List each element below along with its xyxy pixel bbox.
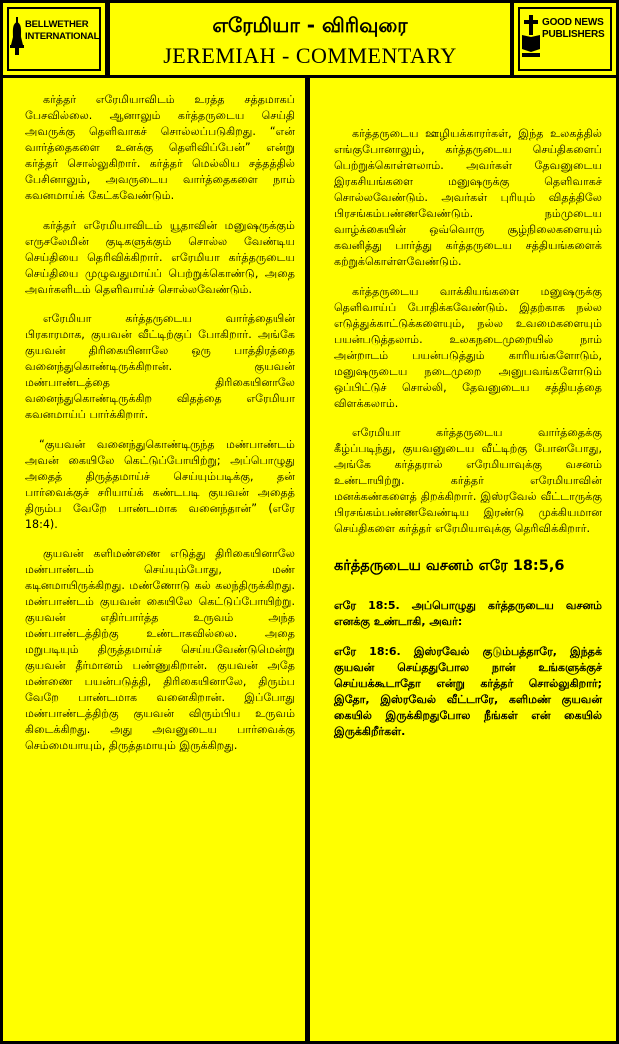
scripture-heading: கர்த்தருடைய வசனம் எரே 18:5,6: [334, 558, 565, 574]
bell-icon: [10, 17, 24, 55]
logo-line1: BELLWETHER: [25, 19, 89, 30]
verse-6: எரே 18:6. இஸ்ரவேல் குடும்பத்தாரே, இந்தக் குயவன் செய்ததுபோல நான் உங்களுக்குச் செய்யக்கூடாதோ என்று கர்த்தர் சொல்லுகிறார்; இதோ, இஸ்ரவேல் வீட்டாரே, களிமண் குயவன் கையில் இருக்கிறதுபோல நீங்கள் என் கையில் இருக்கிறீர்கள்.: [334, 644, 602, 738]
title-english: JEREMIAH - COMMENTARY: [163, 43, 457, 68]
paragraph: கர்த்தர் எரேமியாவிடம் உரத்த சத்தமாகப் பேசவில்லை. ஆனாலும் கர்த்தருடைய செய்தி அவருக்கு தெளிவாகச் சொல்லப்படுகிறது. “என் வார்த்தைகளை உனக்கு தெளிவிப்பேன்” என்று கர்த்தர் சொல்லுகிறார். கர்த்தர் மெல்லிய சத்தத்தில் பேசினாலும், அவருடைய வார்த்தைகளை நாம் கவனமாய்க் கேட்கவேண்டும்.: [25, 93, 295, 202]
paragraph: கர்த்தர் எரேமியாவிடம் யூதாவின் மனுஷருக்கும் எருசலேமின் குடிகளுக்கும் சொல்ல வேண்டிய செய்தியை தெரிவிக்கிறார். எரேமியா கர்த்தருடைய செய்தியை முழுவதுமாய்ப் பெற்றுக்கொண்டு, அதை அவர்களிடம் தெளிவாய்ச் சொல்லவேண்டும்.: [25, 218, 295, 296]
title-tamil: எரேமியா - விரிவுரை: [212, 13, 408, 37]
book-cross-icon: [521, 15, 541, 59]
bellwether-logo-text: [25, 19, 99, 43]
paragraph: கர்த்தருடைய வாக்கியங்களை மனுஷருக்கு தெளிவாய்ப் போதிக்கவேண்டும். இதற்காக நல்ல எடுத்துக்காட்டுக்களையும், நல்ல உவமைகளையும் பயன்படுத்தலாம். உலகநடைமுறையில் நாம் அன்றாடம் பயன்படுத்தும் காரியங்களோடும், மனுஷருடைய நடைமுறை அனுபவங்களோடும் ஒப்பிட்டுச் சொல்லி, தேவனுடைய சத்தியத்தை விளக்கலாம்.: [334, 284, 602, 410]
logo-line1: GOOD NEWS: [542, 17, 604, 28]
title-box: [110, 3, 510, 75]
logo-line2: INTERNATIONAL: [25, 31, 100, 42]
paragraph: குயவன் களிமண்ணை எடுத்து திரிகையினாலே மண்பாண்டம் செய்யும்போது, மண் கடினமாயிருக்கிறது. மண்ணோடு கல் கலந்திருக்கிறது. மண்பாண்டம் குயவன் கையிலே கெட்டுப்போயிற்று. குயவன் எதிர்பார்த்த உருவம் அந்த மண்பாண்டத்திற்கு உண்டாகவில்லை. அதை மறுபடியும் திருத்தமாய்ச் செய்யவேண்டுமென்று குயவன் தீர்மானம் பண்ணுகிறான். குயவன் அதே மண்ணை பயன்படுத்தி, திரிகையினாலே, திரும்ப வேறே பாண்டமாக வனைகிறான். இப்போது மண்பாண்டத்திற்கு குயவன் விரும்பிய உருவம் கிடைக்கிறது. அது அவனுடைய பார்வைக்கு செம்மையாயும், திருத்தமாயும் இருக்கிறது.: [25, 547, 295, 752]
good-news-logo-text: [542, 17, 604, 41]
quote-paragraph: “குயவன் வனைந்துகொண்டிருந்த மண்பாண்டம் அவன் கையிலே கெட்டுப்போயிற்று; அப்பொழுது அதைத் திருத்தமாய்ச் செய்யும்படிக்கு, தன் பார்வைக்குச் சரியாய்க் கண்டபடி குயவன் அதைத் திரும்ப வேறே பாண்டமாக வனைந்தான்” (எரே 18:4).: [25, 437, 295, 531]
good-news-logo: [514, 3, 616, 75]
logo-line2: PUBLISHERS: [542, 29, 605, 40]
left-column: [3, 78, 305, 1041]
paragraph: கர்த்தருடைய ஊழியக்காரர்கள், இந்த உலகத்தில் எங்குபோனாலும், கர்த்தருடைய செய்திகளைப் பெற்றுக்கொள்ளலாம். அவர்கள் தேவனுடைய இரகசியங்களை மனுஷருக்கு தெளிவாகச் சொல்லவேண்டும். அவர்கள் புரியும் விதத்திலே பிரசங்கம்பண்ணவேண்டும். நம்முடைய வாழ்க்கையின் ஒவ்வொரு சூழ்நிலைகளையும் கவனித்து பார்த்து கர்த்தருடைய சத்தியங்களைக் கற்றுக்கொள்ளவேண்டும்.: [334, 127, 602, 268]
paragraph: எரேமியா கர்த்தருடைய வார்த்தைக்கு கீழ்ப்படிந்து, குயவனுடைய வீட்டிற்கு போனபோது, அங்கே கர்த்தரால் எரேமியாவுக்கு வசனம் உண்டாயிற்று. கர்த்தர் எரேமியாவின் மனக்கண்களைத் திறக்கிறார். இஸ்ரவேல் வீட்டாருக்கு பிரசங்கம்பண்ணவேண்டிய இரண்டு முக்கியமான செய்திகளை கர்த்தர் எரேமியாவுக்கு தெரிவிக்கிறார்.: [334, 426, 602, 535]
verse-5: எரே 18:5. அப்பொழுது கர்த்தருடைய வசனம் எனக்கு உண்டாகி, அவர்:: [334, 599, 602, 628]
bellwether-logo: [3, 3, 105, 75]
right-column: [310, 78, 616, 1041]
paragraph: எரேமியா கர்த்தருடைய வார்த்தையின் பிரகாரமாக, குயவன் வீட்டிற்குப் போகிறார். அங்கே குயவன் திரிகையினாலே ஒரு பாத்திரத்தை வனைந்துகொண்டிருக்கிறான். குயவன் மண்பாண்டத்தை திரிகையினாலே வனைந்துகொண்டிருக்கிற விதத்தை எரேமியா கவனமாய்ப் பார்க்கிறார்.: [25, 312, 295, 421]
